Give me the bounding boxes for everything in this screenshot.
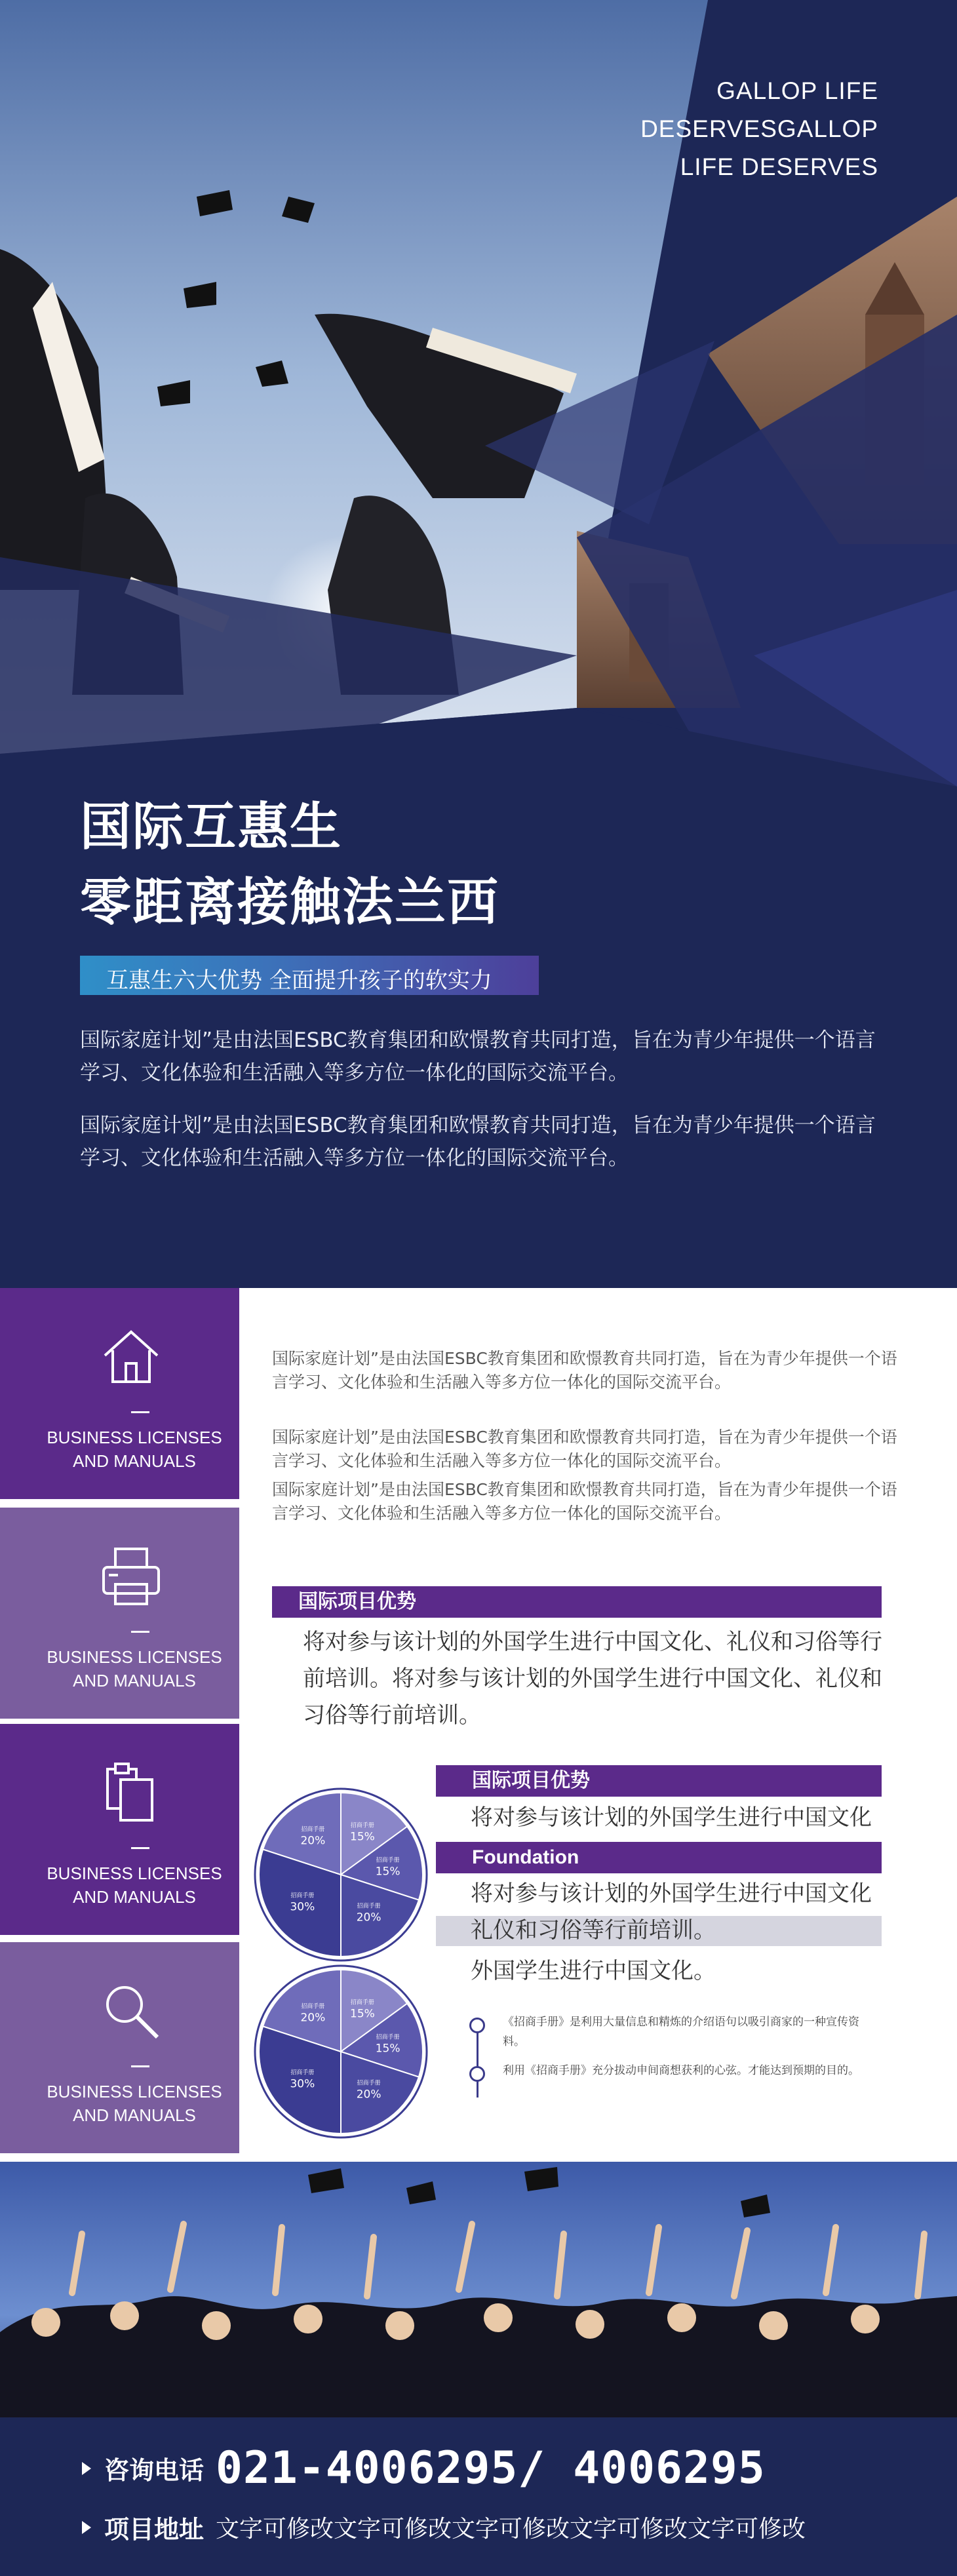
pie-slice-label: 招商手册	[301, 1826, 325, 1833]
feature-card-label	[0, 1862, 269, 1909]
phone-number[interactable]: 021-4006295/ 4006295	[216, 2442, 766, 2494]
advantage-line-1: 将对参与该计划的外国学生进行中国文化	[471, 1805, 872, 1831]
hero-title-line-2: 零距离接触法兰西	[80, 873, 500, 932]
pie-slice-value: 15%	[350, 1830, 375, 1844]
documents-icon	[98, 1760, 164, 1825]
pie-slice-label: 招商手册	[350, 1822, 374, 1829]
contact-footer	[0, 2417, 957, 2576]
foundation-line-2: 礼仪和习俗等行前培训。	[471, 1917, 716, 1943]
feature-text-3: 国际家庭计划”是由法国ESBC教育集团和欧憬教育共同打造，旨在为青少年提供一个语言学习、文化体验和生活融入等多方位一体化的国际交流平台。	[272, 1480, 897, 1523]
house-icon	[98, 1324, 164, 1390]
address-label: 项目地址	[104, 2515, 205, 2544]
pie-slice-value: 20%	[300, 2011, 326, 2025]
feature-card-label	[0, 2080, 269, 2127]
pie-slice-value: 20%	[356, 2088, 381, 2101]
features-section	[0, 1288, 957, 2162]
foundation-line-3: 外国学生进行中国文化。	[471, 1958, 716, 1984]
pie-slice-label: 招商手册	[376, 2034, 400, 2041]
section-header-foundation: Foundation	[436, 1842, 882, 1873]
pie-slice-label: 招商手册	[357, 2080, 381, 2087]
timeline-text-2: 利用《招商手册》充分拔动申间商想获利的心弦。才能达到预期的目的。	[503, 2064, 859, 2077]
printer-icon	[98, 1544, 164, 1609]
brand-line-3: LIFE DESERVES	[680, 153, 878, 180]
brand-line-2: DESERVESGALLOP	[640, 115, 878, 142]
feature-card-label-line-2: AND MANUALS	[73, 1671, 196, 1690]
feature-card-label-line-1: BUSINESS LICENSES	[47, 1647, 222, 1667]
feature-card-label-line-2: AND MANUALS	[73, 1887, 196, 1907]
card-divider	[131, 1847, 149, 1849]
feature-card-3	[0, 1724, 239, 1935]
feature-card-label-line-1: BUSINESS LICENSES	[47, 1428, 222, 1447]
pie-slice-label: 招商手册	[376, 1857, 400, 1864]
pie-slice-label: 招商手册	[357, 1903, 381, 1910]
timeline-text-1: 《招商手册》是利用大量信息和精炼的介绍语句以吸引商家的一种宣传资料。	[503, 2016, 859, 2048]
hero-title	[80, 790, 499, 941]
brand-slogan	[640, 72, 878, 186]
pie-slice-value: 20%	[300, 1834, 326, 1848]
advantage-text: 将对参与该计划的外国学生进行中国文化、礼仪和习俗等行前培训。将对参与该计划的外国学生进行中国文化、礼仪和习俗等行前培训。	[303, 1629, 882, 1728]
graduation-crowd-photo	[0, 2162, 957, 2417]
foundation-line-1: 将对参与该计划的外国学生进行中国文化	[471, 1881, 872, 1907]
phone-row	[82, 2442, 766, 2494]
advantage-banner-text: 互惠生六大优势 全面提升孩子的软实力	[106, 967, 492, 994]
brand-line-1: GALLOP LIFE	[716, 77, 878, 104]
bullet-triangle-icon	[82, 2462, 91, 2475]
pie-slice-label: 招商手册	[301, 2003, 325, 2010]
intro-paragraph-1: 国际家庭计划”是由法国ESBC教育集团和欧憬教育共同打造，旨在为青少年提供一个语言学习、文化体验和生活融入等多方位一体化的国际交流平台。	[80, 1028, 876, 1085]
pie-slice-label: 招商手册	[350, 1999, 374, 2006]
section-header-advantage-2: 国际项目优势	[436, 1765, 882, 1797]
pie-chart-2	[252, 1963, 429, 2140]
feature-card-2	[0, 1508, 239, 1719]
address-value: 文字可修改文字可修改文字可修改文字可修改文字可修改	[216, 2516, 806, 2543]
feature-card-label-line-1: BUSINESS LICENSES	[47, 2082, 222, 2101]
pie-slice-label: 招商手册	[290, 1892, 315, 1900]
bullet-triangle-icon	[82, 2521, 91, 2534]
pie-slice-value: 30%	[290, 2077, 315, 2091]
timeline-dot	[469, 2018, 485, 2033]
pie-slice-value: 30%	[290, 1900, 315, 1914]
feature-text-1: 国际家庭计划”是由法国ESBC教育集团和欧憬教育共同打造，旨在为青少年提供一个语言学习、文化体验和生活融入等多方位一体化的国际交流平台。	[272, 1349, 897, 1392]
pie-slice-value: 15%	[350, 2007, 375, 2021]
pie-slice-value: 20%	[356, 1911, 381, 1924]
phone-label: 咨询电话	[104, 2456, 205, 2485]
advantage-banner	[80, 956, 539, 995]
pie-slice-value: 15%	[375, 1865, 400, 1879]
feature-card-1	[0, 1288, 239, 1499]
pie-slice-value: 15%	[375, 2042, 400, 2056]
feature-card-label-line-2: AND MANUALS	[73, 2105, 196, 2125]
card-divider	[131, 1411, 149, 1413]
feature-card-label	[0, 1645, 269, 1692]
pie-chart-1	[252, 1786, 429, 1963]
pie-slice-label: 招商手册	[290, 2069, 315, 2077]
section-header-advantage: 国际项目优势	[272, 1586, 882, 1618]
timeline-line	[477, 2025, 478, 2098]
hero-title-line-1: 国际互惠生	[80, 798, 343, 857]
address-row	[82, 2509, 806, 2545]
intro-paragraph-2: 国际家庭计划”是由法国ESBC教育集团和欧憬教育共同打造，旨在为青少年提供一个语言学习、文化体验和生活融入等多方位一体化的国际交流平台。	[80, 1114, 876, 1170]
feature-text-2: 国际家庭计划”是由法国ESBC教育集团和欧憬教育共同打造，旨在为青少年提供一个语言学习、文化体验和生活融入等多方位一体化的国际交流平台。	[272, 1428, 897, 1470]
card-divider	[131, 2065, 149, 2067]
timeline-dot	[469, 2066, 485, 2082]
card-divider	[131, 1631, 149, 1633]
feature-card-label-line-1: BUSINESS LICENSES	[47, 1864, 222, 1883]
feature-card-label-line-2: AND MANUALS	[73, 1451, 196, 1471]
feature-card-label	[0, 1426, 269, 1473]
search-icon	[98, 1978, 164, 2044]
feature-card-4	[0, 1942, 239, 2153]
timeline	[462, 2006, 882, 2124]
